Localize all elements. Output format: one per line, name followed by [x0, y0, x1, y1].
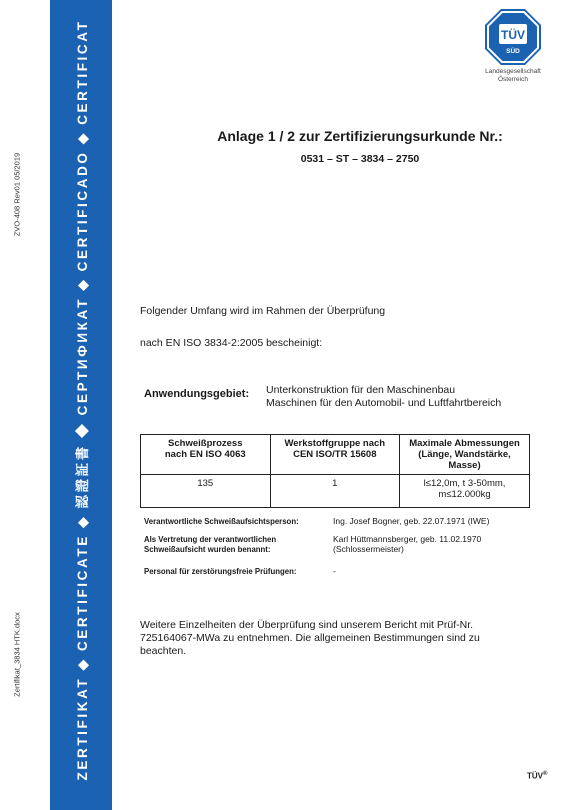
cell-dimensions: l≤12,0m, t 3-50mm, m≤12.000kg	[400, 475, 530, 508]
intro-line2: nach EN ISO 3834-2:2005 bescheinigt:	[140, 337, 323, 349]
supervisor-value: Ing. Josef Bogner, geb. 22.07.1971 (IWE)	[333, 516, 490, 526]
ndt-label: Personal für zerstörungsfreie Prüfungen:	[144, 567, 297, 576]
application-line1: Unterkonstruktion für den Maschinenbau	[266, 384, 456, 396]
form-reference: ZVO-408 Rev01 05/2019	[12, 152, 22, 237]
logo-mark: TÜV	[501, 28, 525, 42]
cell-process: 135	[141, 475, 271, 508]
header-welding-process: Schweißprozess nach EN ISO 4063	[141, 435, 271, 475]
deputy-value: Karl Hüttmannsberger, geb. 11.02.1970 (Schlossermeister)	[333, 534, 482, 554]
footer-mark: TÜV	[527, 771, 543, 781]
intro-line1: Folgender Umfang wird im Rahmen der Überprüfung	[140, 305, 386, 317]
document-meta	[2, 10, 32, 810]
tuv-octagon-icon	[484, 8, 542, 66]
certificate-band-text: ZERTIFIKAT ◆ CERTIFICATE ◆ 認證証書 ◆ СЕРТИФИКАТ ◆ CERTIFICADO ◆ CERTIFICAT	[75, 19, 90, 781]
application-label: Anwendungsgebiet:	[144, 388, 250, 400]
registered-mark: ®	[543, 771, 548, 777]
header-material-group: Werkstoffgruppe nach CEN ISO/TR 15608	[270, 435, 400, 475]
scope-table	[140, 434, 530, 508]
ndt-value: -	[333, 566, 336, 576]
certificate-number: 0531 – ST – 3834 – 2750	[300, 153, 420, 165]
file-name: Zertifikat_3834 HTK.docx	[12, 612, 22, 697]
document-title: Anlage 1 / 2 zur Zertifizierungsurkunde Nr.:	[217, 128, 503, 144]
logo-mark-sub: SÜD	[506, 48, 520, 55]
certificate-band	[50, 0, 112, 810]
logo-caption-line1: Landesgesellschaft	[485, 68, 541, 75]
deputy-label: Als Vertretung der verantwortlichen Schweißaufsicht wurden benannt:	[144, 535, 277, 554]
cell-material-group: 1	[270, 475, 400, 508]
supervisor-label: Verantwortliche Schweißaufsichtsperson:	[144, 517, 299, 526]
tuv-sud-logo	[469, 8, 557, 84]
scope-table-header	[141, 435, 530, 475]
header-max-dimensions: Maximale Abmessungen (Länge, Wandstärke, Masse)	[400, 435, 530, 475]
application-line2: Maschinen für den Automobil- und Luftfahrtbereich	[266, 397, 502, 409]
table-row	[141, 475, 530, 508]
closing-paragraph: Weitere Einzelheiten der Überprüfung sind unserem Bericht mit Prüf-Nr. 725164067-MWa zu entnehmen. Die allgemeinen Bestimmungen sind zu beachten.	[140, 619, 480, 657]
application-value	[266, 384, 501, 410]
logo-caption-line2: Österreich	[498, 76, 528, 83]
footer-tuv-mark	[527, 771, 547, 781]
logo-caption	[469, 68, 557, 84]
